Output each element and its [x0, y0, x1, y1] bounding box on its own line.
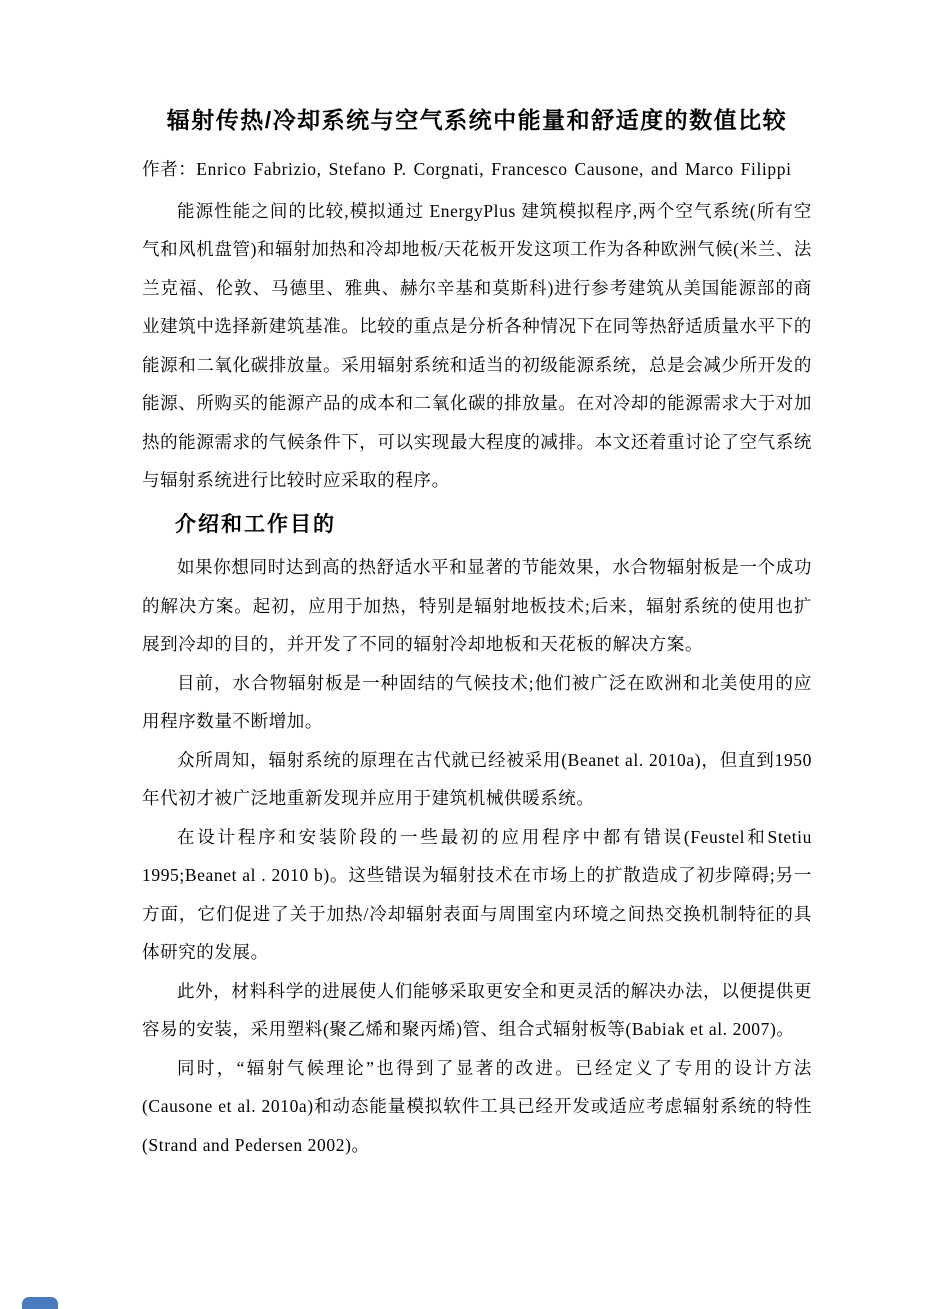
body-paragraph: 众所周知，辐射系统的原理在古代就已经被采用(Beanet al. 2010a)，但直到1950年代初才被广泛地重新发现并应用于建筑机械供暖系统。: [142, 749, 812, 809]
page-content: [142, 104, 812, 1164]
body-paragraph: 同时，“辐射气候理论”也得到了显著的改进。已经定义了专用的设计方法(Causone et al. 2010a)和动态能量模拟软件工具已经开发或适应考虑辐射系统的特性(Strand and Pedersen 2002)。: [142, 1057, 812, 1155]
author-line: 作者：Enrico Fabrizio, Stefano P. Corgnati, Francesco Causone, and Marco Filippi: [142, 159, 792, 180]
section-heading-introduction: 介绍和工作目的: [175, 512, 336, 536]
body-paragraph: 此外，材料科学的进展使人们能够采取更安全和更灵活的解决办法，以便提供更容易的安装，采用塑料(聚乙烯和聚丙烯)管、组合式辐射板等(Babiak et al. 2007)。: [142, 980, 812, 1040]
body-paragraph: 目前，水合物辐射板是一种固结的气候技术;他们被广泛在欧洲和北美使用的应用程序数量不断增加。: [142, 672, 812, 732]
abstract-paragraph: 能源性能之间的比较,模拟通过 EnergyPlus 建筑模拟程序,两个空气系统(所有空气和风机盘管)和辐射加热和冷却地板/天花板开发这项工作为各种欧洲气候(米兰、法兰克福、伦敦、马德里、雅典、赫尔辛基和莫斯科)进行参考建筑从美国能源部的商业建筑中选择新建筑基准。比较的重点是分析各种情况下在同等热舒适质量水平下的能源和二氧化碳排放量。采用辐射系统和适当的初级能源系统，总是会减少所开发的能源、所购买的能源产品的成本和二氧化碳的排放量。在对冷却的能源需求大于对加热的能源需求的气候条件下，可以实现最大程度的减排。本文还着重讨论了空气系统与辐射系统进行比较时应采取的程序。: [142, 200, 812, 491]
corner-marker: [22, 1297, 58, 1309]
body-paragraph: 在设计程序和安装阶段的一些最初的应用程序中都有错误(Feustel和Stetiu 1995;Beanet al . 2010 b)。这些错误为辐射技术在市场上的扩散造成了初步障碍;另一方面，它们促进了关于加热/冷却辐射表面与周围室内环境之间热交换机制特征的具体研究的发展。: [142, 826, 812, 963]
paper-title: 辐射传热/冷却系统与空气系统中能量和舒适度的数值比较: [166, 107, 788, 133]
body-paragraph: 如果你想同时达到高的热舒适水平和显著的节能效果，水合物辐射板是一个成功的解决方案。起初，应用于加热，特别是辐射地板技术;后来，辐射系统的使用也扩展到冷却的目的，并开发了不同的辐射冷却地板和天花板的解决方案。: [142, 557, 812, 655]
